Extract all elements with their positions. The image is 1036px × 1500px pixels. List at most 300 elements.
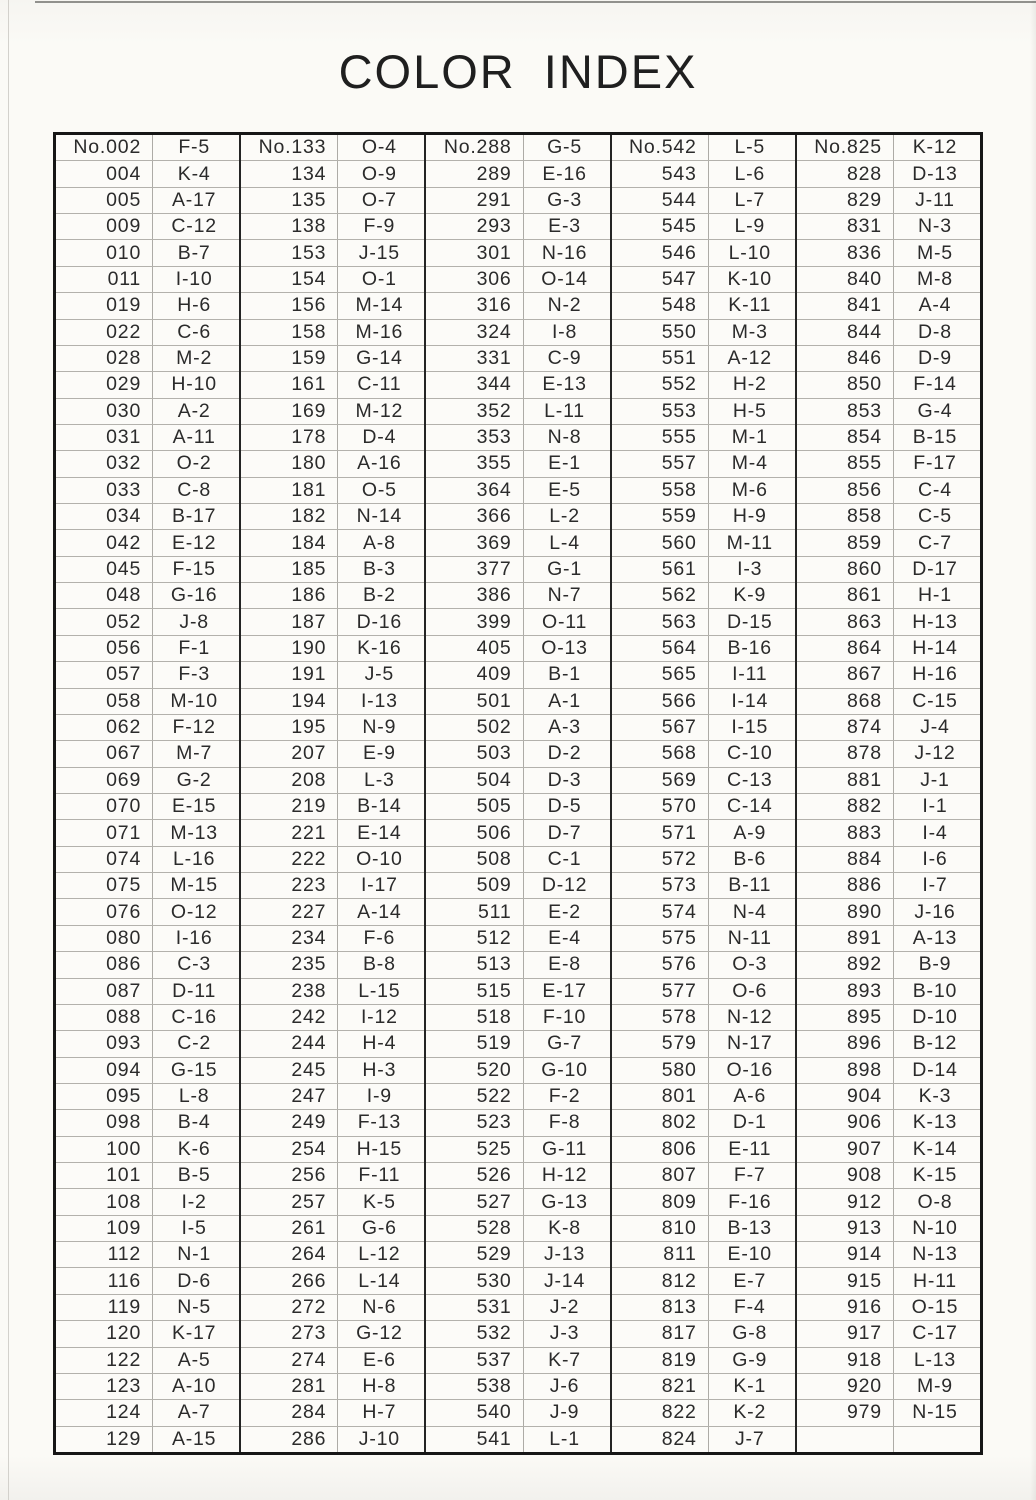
color-code-cell: C-10 xyxy=(727,742,773,765)
table-row xyxy=(612,1109,795,1135)
color-number-cell: 033 xyxy=(56,478,153,503)
table-row xyxy=(797,1426,980,1452)
color-code-cell: O-11 xyxy=(541,610,588,633)
color-code-cell: H-4 xyxy=(362,1032,397,1055)
color-number-cell: 881 xyxy=(797,768,894,793)
color-number-cell: 153 xyxy=(241,240,338,265)
table-row xyxy=(612,1320,795,1346)
color-number-cell: 912 xyxy=(797,1189,894,1214)
color-code-cell: O-9 xyxy=(361,162,397,185)
color-number-cell: 812 xyxy=(612,1268,709,1293)
color-code-cell: N-1 xyxy=(177,1243,212,1266)
table-row xyxy=(612,529,795,555)
color-number-cell: 867 xyxy=(797,662,894,687)
color-number-cell: 234 xyxy=(241,926,338,951)
color-code-cell: O-16 xyxy=(726,1058,774,1081)
color-number-cell: 058 xyxy=(56,689,153,714)
table-row xyxy=(612,951,795,977)
color-code-cell: O-15 xyxy=(911,1295,959,1318)
color-number-cell: 254 xyxy=(241,1137,338,1162)
color-number-cell: 526 xyxy=(426,1163,523,1188)
color-number-cell: 580 xyxy=(612,1058,709,1083)
color-code-cell: B-5 xyxy=(177,1164,211,1187)
table-row xyxy=(426,688,609,714)
color-number-cell: 854 xyxy=(797,425,894,450)
color-number-cell: 264 xyxy=(241,1242,338,1267)
table-row xyxy=(426,1188,609,1214)
table-row xyxy=(241,740,424,766)
color-code-cell: H-15 xyxy=(356,1137,403,1160)
color-code-cell: E-10 xyxy=(727,1243,772,1266)
table-row xyxy=(426,1030,609,1056)
color-number-cell: 101 xyxy=(56,1163,153,1188)
color-number-cell: 513 xyxy=(426,952,523,977)
color-number-cell: 574 xyxy=(612,899,709,924)
color-number-cell: 841 xyxy=(797,293,894,318)
color-number-cell: 893 xyxy=(797,979,894,1004)
color-number-cell: 009 xyxy=(56,214,153,239)
color-number-cell: 846 xyxy=(797,346,894,371)
color-number-cell: 138 xyxy=(241,214,338,239)
color-number-cell: 032 xyxy=(56,451,153,476)
color-number-cell: 520 xyxy=(426,1058,523,1083)
table-row xyxy=(241,319,424,345)
table-row xyxy=(56,793,239,819)
color-number-cell: 352 xyxy=(426,399,523,424)
color-number-cell: 884 xyxy=(797,847,894,872)
color-code-cell: B-10 xyxy=(912,979,958,1002)
color-code-cell: A-1 xyxy=(548,689,581,712)
color-code-cell: I-12 xyxy=(360,1006,398,1029)
color-code-cell: B-7 xyxy=(177,241,211,264)
table-row xyxy=(797,1004,980,1030)
color-code-cell: K-10 xyxy=(727,267,772,290)
color-code-cell: H-8 xyxy=(362,1375,397,1398)
color-number-cell: 858 xyxy=(797,504,894,529)
table-row xyxy=(426,266,609,292)
table-row xyxy=(426,951,609,977)
table-row xyxy=(426,1004,609,1030)
color-code-cell: F-9 xyxy=(363,215,396,238)
color-code-cell: N-8 xyxy=(547,426,582,449)
color-code-cell: O-10 xyxy=(356,847,403,870)
color-code-cell: I-4 xyxy=(922,821,948,844)
table-row xyxy=(56,661,239,687)
color-code-cell: B-2 xyxy=(362,584,396,607)
color-number-cell: 810 xyxy=(612,1216,709,1241)
table-row xyxy=(56,1347,239,1373)
color-code-cell: J-14 xyxy=(543,1269,586,1292)
color-number-cell: 557 xyxy=(612,451,709,476)
color-number-cell: 904 xyxy=(797,1084,894,1109)
table-row xyxy=(426,872,609,898)
color-code-cell: M-2 xyxy=(176,347,213,370)
color-number-cell: 235 xyxy=(241,952,338,977)
color-code-cell: K-6 xyxy=(177,1137,211,1160)
color-number-cell: 559 xyxy=(612,504,709,529)
color-number-cell: 878 xyxy=(797,741,894,766)
color-number-cell: 242 xyxy=(241,1005,338,1030)
table-row xyxy=(426,239,609,265)
color-code-cell: J-2 xyxy=(549,1295,580,1318)
table-row xyxy=(612,846,795,872)
table-row xyxy=(241,398,424,424)
color-number-cell: 552 xyxy=(612,372,709,397)
table-row xyxy=(612,1399,795,1425)
color-number-cell: 355 xyxy=(426,451,523,476)
color-number-cell: 541 xyxy=(426,1427,523,1452)
color-code-cell: I-16 xyxy=(175,926,213,949)
table-row xyxy=(612,925,795,951)
table-row xyxy=(56,529,239,555)
table-row xyxy=(612,1215,795,1241)
color-number-cell: 062 xyxy=(56,715,153,740)
table-row xyxy=(612,793,795,819)
color-code-cell: D-17 xyxy=(912,557,958,580)
color-number-cell: 908 xyxy=(797,1163,894,1188)
color-code-cell: C-7 xyxy=(918,531,952,554)
color-code-cell: E-9 xyxy=(362,742,396,765)
color-number-cell: 886 xyxy=(797,873,894,898)
color-code-cell: B-9 xyxy=(918,953,952,976)
color-code-cell: O-13 xyxy=(541,637,588,659)
color-code-cell: N-2 xyxy=(547,294,582,317)
color-number-cell: 186 xyxy=(241,583,338,608)
table-row xyxy=(56,266,239,292)
table-row xyxy=(612,1294,795,1320)
color-code-cell: H-14 xyxy=(912,637,958,659)
color-number-cell: 048 xyxy=(56,583,153,608)
color-code-cell: L-1 xyxy=(549,1427,580,1450)
table-row xyxy=(612,266,795,292)
color-code-cell: E-6 xyxy=(362,1348,396,1371)
table-row xyxy=(612,371,795,397)
table-row xyxy=(56,345,239,371)
table-row xyxy=(797,740,980,766)
color-number-cell: 859 xyxy=(797,530,894,555)
color-code-cell: F-17 xyxy=(913,452,957,475)
color-code-cell: M-5 xyxy=(916,241,953,264)
color-number-cell: 840 xyxy=(797,267,894,292)
color-code-cell: F-16 xyxy=(728,1190,772,1213)
table-row xyxy=(56,556,239,582)
table-row xyxy=(426,529,609,555)
table-row xyxy=(426,398,609,424)
table-row xyxy=(612,398,795,424)
color-code-cell: K-8 xyxy=(548,1216,581,1239)
color-code-cell: A-9 xyxy=(733,821,767,844)
color-code-cell: D-5 xyxy=(547,795,582,818)
color-code-cell: L-3 xyxy=(364,768,395,791)
color-code-cell: G-10 xyxy=(541,1058,588,1081)
table-row xyxy=(241,371,424,397)
color-code-cell: E-16 xyxy=(542,162,587,185)
table-row xyxy=(241,1241,424,1267)
color-code-cell: I-1 xyxy=(922,795,948,818)
table-row xyxy=(56,1057,239,1083)
table-row xyxy=(426,1241,609,1267)
color-number-cell: 194 xyxy=(241,689,338,714)
color-number-cell: 828 xyxy=(797,161,894,186)
color-code-cell: I-8 xyxy=(551,320,578,343)
color-number-cell: 813 xyxy=(612,1295,709,1320)
table-row xyxy=(612,503,795,529)
color-number-cell: 030 xyxy=(56,399,153,424)
color-code-cell: G-5 xyxy=(547,136,582,159)
color-code-cell: I-14 xyxy=(731,689,769,712)
color-number-cell: 067 xyxy=(56,741,153,766)
color-number-cell: 031 xyxy=(56,425,153,450)
color-code-cell: J-4 xyxy=(920,716,950,739)
table-row xyxy=(241,135,424,160)
table-row xyxy=(612,1004,795,1030)
color-code-cell: I-3 xyxy=(737,557,763,580)
color-code-cell: A-17 xyxy=(171,188,217,211)
color-code-cell: L-16 xyxy=(173,847,216,870)
color-code-cell: A-2 xyxy=(177,399,211,422)
color-code-cell: D-10 xyxy=(912,1006,958,1029)
color-index-table xyxy=(53,132,983,1455)
color-number-cell: 070 xyxy=(56,794,153,819)
table-row xyxy=(56,1083,239,1109)
table-row xyxy=(797,160,980,186)
table-row xyxy=(56,1162,239,1188)
color-number-cell: 191 xyxy=(241,662,338,687)
color-code-cell: A-3 xyxy=(548,716,581,739)
table-row xyxy=(797,793,980,819)
color-number-cell: 807 xyxy=(612,1163,709,1188)
color-number-cell: 570 xyxy=(612,794,709,819)
color-number-cell: 074 xyxy=(56,847,153,872)
color-number-cell: 558 xyxy=(612,478,709,503)
table-row xyxy=(612,582,795,608)
color-code-cell: D-13 xyxy=(912,162,958,185)
color-number-cell: 508 xyxy=(426,847,523,872)
color-code-cell: N-10 xyxy=(912,1216,958,1239)
column-group-3 xyxy=(426,135,611,1452)
color-number-cell: 004 xyxy=(56,161,153,186)
color-code-cell: B-4 xyxy=(177,1111,211,1134)
color-code-cell: G-13 xyxy=(541,1190,588,1213)
table-row xyxy=(797,1399,980,1425)
color-code-cell: A-10 xyxy=(171,1375,217,1398)
color-number-cell: 540 xyxy=(426,1400,523,1425)
table-row xyxy=(56,319,239,345)
color-code-cell: G-3 xyxy=(547,188,582,211)
color-number-cell: 207 xyxy=(241,741,338,766)
color-code-cell: M-16 xyxy=(355,320,404,343)
table-row xyxy=(426,819,609,845)
color-code-cell: M-3 xyxy=(731,320,768,343)
color-code-cell: O-4 xyxy=(361,136,397,159)
table-row xyxy=(612,872,795,898)
color-code-cell: K-17 xyxy=(171,1322,217,1345)
color-number-cell: 824 xyxy=(612,1427,709,1452)
color-number-cell: 076 xyxy=(56,899,153,924)
table-row xyxy=(426,503,609,529)
color-code-cell: C-16 xyxy=(171,1006,217,1029)
color-code-cell: M-13 xyxy=(170,821,218,844)
color-code-cell: F-1 xyxy=(178,637,210,659)
color-number-cell: 506 xyxy=(426,820,523,845)
color-code-cell: A-12 xyxy=(727,347,772,370)
color-code-cell: N-7 xyxy=(547,584,582,607)
color-number-cell: 184 xyxy=(241,530,338,555)
color-number-cell: 181 xyxy=(241,478,338,503)
color-number-cell: 856 xyxy=(797,478,894,503)
color-number-cell: 331 xyxy=(426,346,523,371)
color-number-cell: 249 xyxy=(241,1110,338,1135)
table-row xyxy=(241,1373,424,1399)
color-code-cell: H-12 xyxy=(541,1164,588,1187)
color-code-cell: O-12 xyxy=(170,900,218,923)
table-row xyxy=(612,556,795,582)
color-number-cell: 564 xyxy=(612,636,709,661)
table-row xyxy=(241,477,424,503)
color-code-cell: K-12 xyxy=(912,136,958,159)
color-code-cell: L-15 xyxy=(358,979,401,1002)
color-number-cell: 913 xyxy=(797,1216,894,1241)
color-code-cell: B-8 xyxy=(362,953,396,976)
color-number-cell: 906 xyxy=(797,1110,894,1135)
color-code-cell: C-2 xyxy=(177,1032,212,1055)
color-number-cell: 548 xyxy=(612,293,709,318)
table-row xyxy=(797,951,980,977)
table-row xyxy=(612,319,795,345)
color-number-cell: 256 xyxy=(241,1163,338,1188)
color-code-cell: H-9 xyxy=(732,505,767,528)
color-code-cell: K-14 xyxy=(912,1137,958,1160)
table-row xyxy=(426,925,609,951)
color-number-cell: 569 xyxy=(612,768,709,793)
color-number-cell: 109 xyxy=(56,1216,153,1241)
color-code-cell: J-13 xyxy=(543,1243,586,1266)
color-number-cell: 979 xyxy=(797,1400,894,1425)
color-number-cell: 057 xyxy=(56,662,153,687)
color-number-cell: 572 xyxy=(612,847,709,872)
color-code-cell: E-15 xyxy=(171,795,217,818)
color-number-cell: 920 xyxy=(797,1374,894,1399)
table-row xyxy=(426,635,609,661)
color-number-cell: 895 xyxy=(797,1005,894,1030)
color-code-cell: M-12 xyxy=(355,399,404,422)
color-number-cell: 571 xyxy=(612,820,709,845)
color-number-cell: 245 xyxy=(241,1058,338,1083)
color-number-cell: 863 xyxy=(797,609,894,634)
table-row xyxy=(612,740,795,766)
color-number-cell xyxy=(797,1427,894,1452)
table-row xyxy=(56,978,239,1004)
color-code-cell: F-3 xyxy=(178,663,210,686)
scan-edge-artifact-left xyxy=(8,0,9,1500)
color-number-cell: 576 xyxy=(612,952,709,977)
table-row xyxy=(612,424,795,450)
color-number-cell: 386 xyxy=(426,583,523,608)
color-code-cell: A-15 xyxy=(171,1427,217,1450)
table-row xyxy=(797,1373,980,1399)
color-code-cell: D-8 xyxy=(918,320,952,343)
table-row xyxy=(797,450,980,476)
table-row xyxy=(241,898,424,924)
table-row xyxy=(56,1399,239,1425)
color-number-cell: 512 xyxy=(426,926,523,951)
color-number-cell: 844 xyxy=(797,320,894,345)
color-number-cell: 560 xyxy=(612,530,709,555)
color-number-cell: 511 xyxy=(426,899,523,924)
table-row xyxy=(797,187,980,213)
color-code-cell: E-14 xyxy=(357,821,402,844)
table-row xyxy=(797,608,980,634)
color-number-cell: 098 xyxy=(56,1110,153,1135)
color-number-cell: 519 xyxy=(426,1031,523,1056)
table-row xyxy=(426,1215,609,1241)
table-row xyxy=(241,767,424,793)
color-code-cell: E-11 xyxy=(728,1137,772,1160)
color-code-cell: B-11 xyxy=(728,874,772,897)
color-number-cell: 052 xyxy=(56,609,153,634)
color-number-cell: 135 xyxy=(241,188,338,213)
table-row xyxy=(797,1136,980,1162)
table-row xyxy=(797,371,980,397)
color-number-cell: 917 xyxy=(797,1321,894,1346)
color-number-cell: 802 xyxy=(612,1110,709,1135)
color-code-cell: D-16 xyxy=(356,610,403,633)
color-code-cell: O-6 xyxy=(732,979,768,1002)
table-row xyxy=(241,714,424,740)
color-code-cell: H-6 xyxy=(177,294,212,317)
color-code-cell: F-7 xyxy=(733,1164,766,1187)
table-row xyxy=(797,477,980,503)
color-code-cell: M-1 xyxy=(731,426,768,449)
color-code-cell: L-5 xyxy=(734,136,766,159)
color-code-cell: L-12 xyxy=(358,1243,401,1266)
color-code-cell: L-7 xyxy=(734,188,766,211)
column-group-2 xyxy=(241,135,426,1452)
color-number-cell: 527 xyxy=(426,1189,523,1214)
color-code-cell: E-4 xyxy=(548,926,581,949)
table-row xyxy=(612,978,795,1004)
table-row xyxy=(56,1426,239,1452)
color-number-cell: 344 xyxy=(426,372,523,397)
color-code-cell: C-8 xyxy=(177,478,212,501)
table-row xyxy=(797,582,980,608)
color-code-cell: N-16 xyxy=(541,241,588,264)
color-code-cell: G-7 xyxy=(547,1032,582,1055)
color-code-cell: K-13 xyxy=(912,1111,958,1134)
color-code-cell: K-9 xyxy=(733,584,767,607)
color-number-cell: 568 xyxy=(612,741,709,766)
table-row xyxy=(426,978,609,1004)
table-row xyxy=(56,1030,239,1056)
color-number-cell: 515 xyxy=(426,979,523,1004)
color-number-cell: 187 xyxy=(241,609,338,634)
color-code-cell: J-5 xyxy=(364,663,395,686)
color-code-cell: B-1 xyxy=(548,663,581,686)
table-row xyxy=(797,1347,980,1373)
color-number-cell: 195 xyxy=(241,715,338,740)
table-row xyxy=(612,635,795,661)
color-code-cell: N-4 xyxy=(732,900,767,923)
color-number-cell: 071 xyxy=(56,820,153,845)
table-row xyxy=(241,187,424,213)
table-row xyxy=(797,266,980,292)
table-row xyxy=(797,556,980,582)
table-row xyxy=(241,239,424,265)
table-row xyxy=(241,424,424,450)
table-row xyxy=(612,450,795,476)
color-code-cell: A-13 xyxy=(912,926,958,949)
table-row xyxy=(797,635,980,661)
